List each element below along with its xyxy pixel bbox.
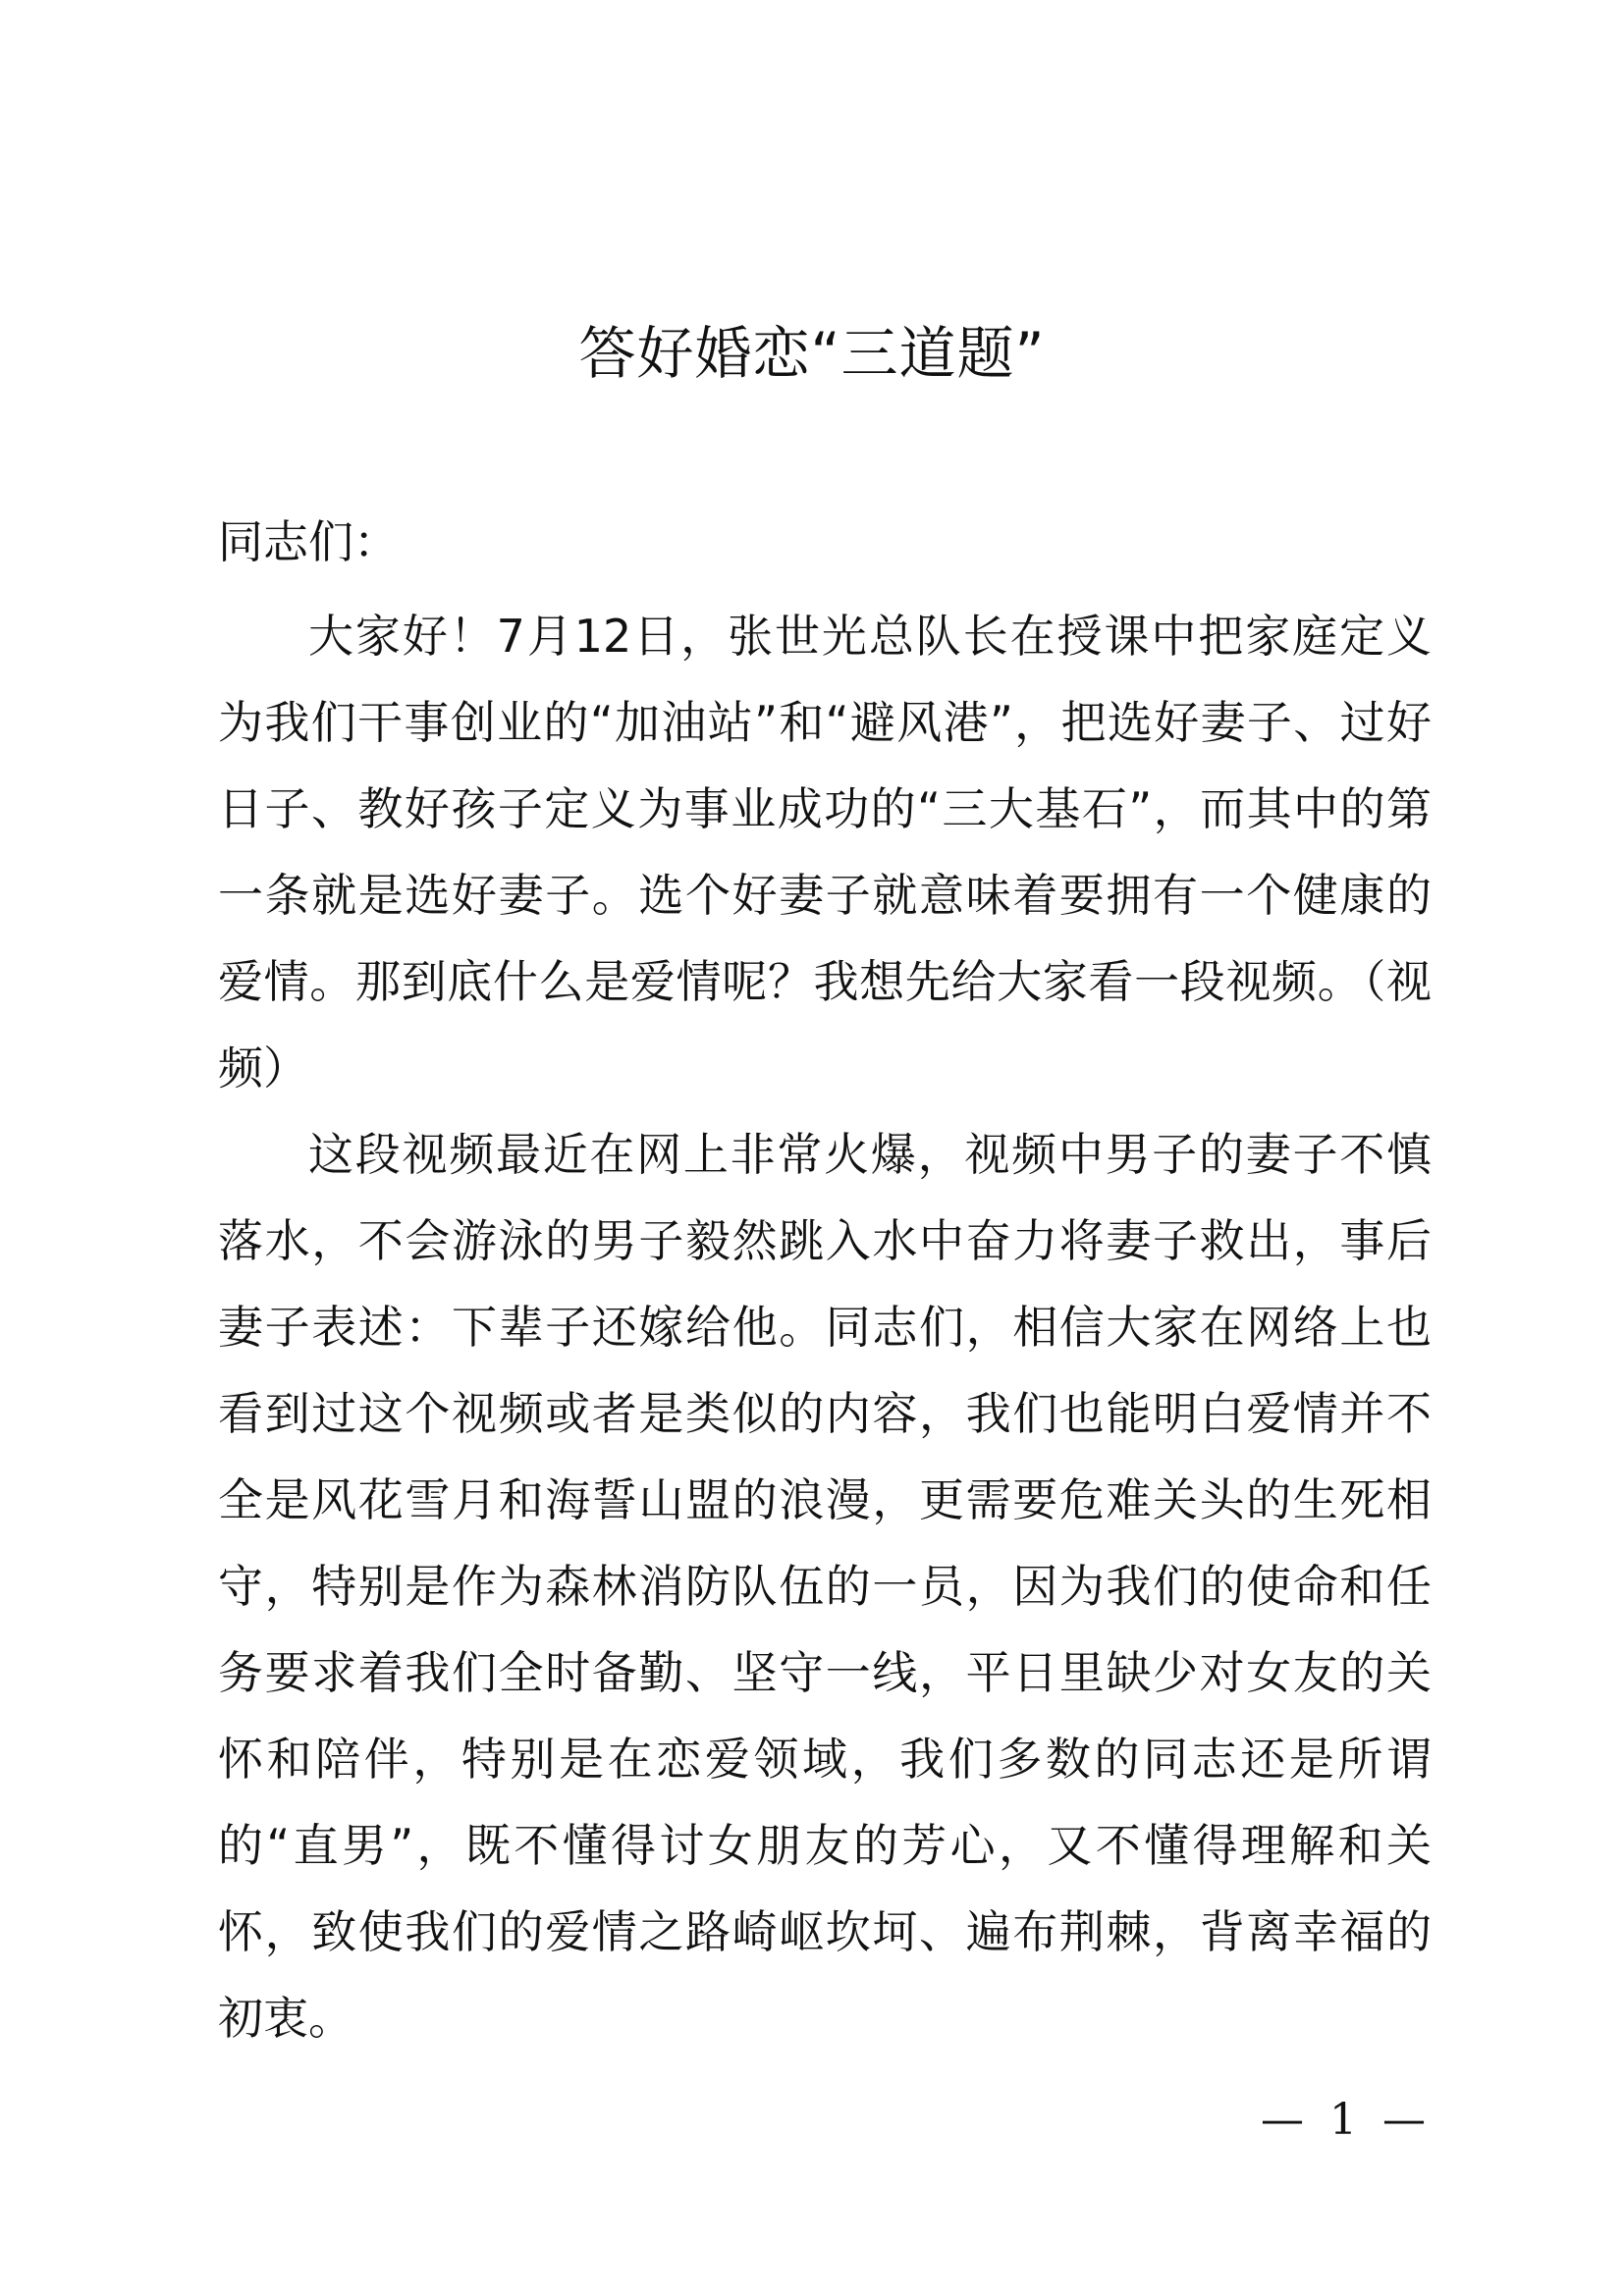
- document-title: 答好婚恋“三道题”: [578, 320, 1046, 387]
- page-number: — 1 —: [1261, 2095, 1432, 2145]
- document-body: [218, 593, 1432, 2061]
- salutation: 同志们：: [218, 515, 399, 568]
- paragraph-1: 大家好！7月12日，张世光总队长在授课中把家庭定义为我们干事创业的“加油站”和“避风港”，把选好妻子、过好日子、教好孩子定义为事业成功的“三大基石”，而其中的第一条就是选好妻子。选个好妻子就意味着要拥有一个健康的爱情。那到底什么是爱情呢？我想先给大家看一段视频。（视频）: [218, 610, 1432, 1095]
- paragraph-2: 这段视频最近在网上非常火爆，视频中男子的妻子不慎落水，不会游泳的男子毅然跳入水中奋力将妻子救出，事后妻子表述：下辈子还嫁给他。同志们，相信大家在网络上也看到过这个视频或者是类似的内容，我们也能明白爱情并不全是风花雪月和海誓山盟的浪漫，更需要危难关头的生死相守，特别是作为森林消防队伍的一员，因为我们的使命和任务要求着我们全时备勤、坚守一线，平日里缺少对女友的关怀和陪伴，特别是在恋爱领域，我们多数的同志还是所谓的“直男”，既不懂得讨女朋友的芳心，又不懂得理解和关怀，致使我们的爱情之路崎岖坎坷、遍布荆棘，背离幸福的初衷。: [218, 1128, 1432, 2045]
